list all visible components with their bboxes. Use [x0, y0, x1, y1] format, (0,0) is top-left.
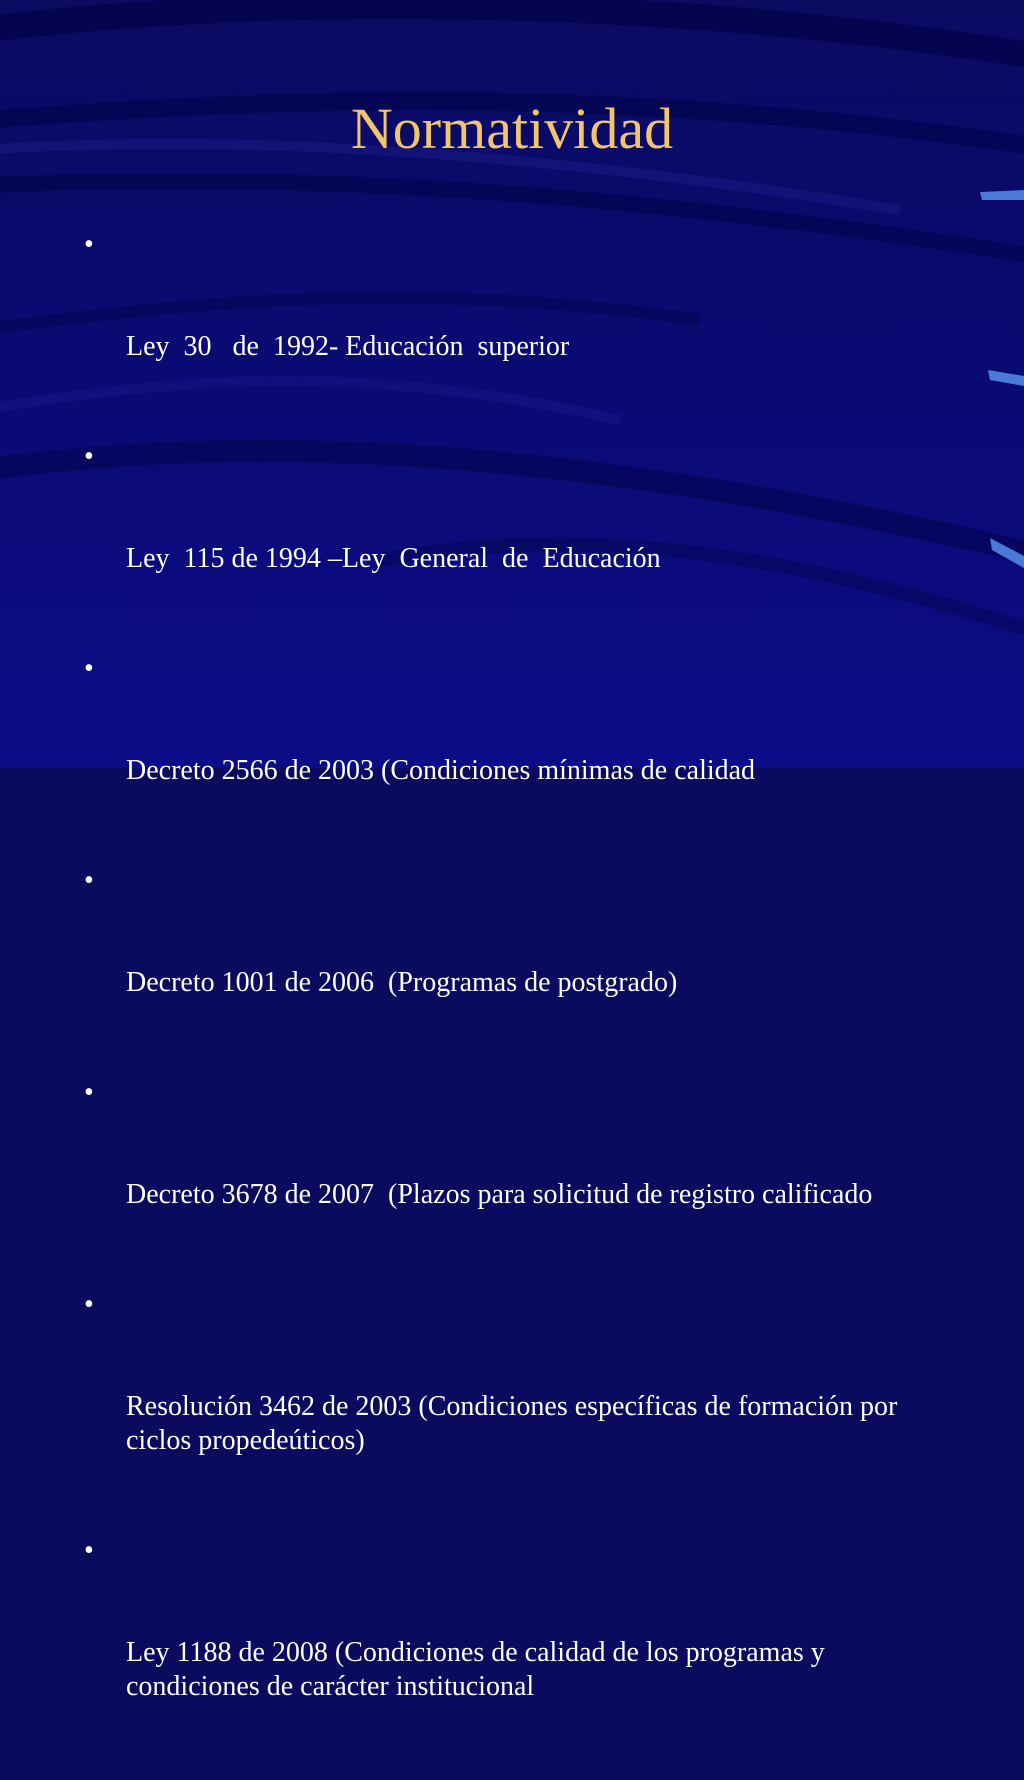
list-item-text: Decreto 3678 de 2007 (Plazos para solicitud de registro calificado	[126, 1179, 873, 1210]
list-item	[84, 864, 924, 1068]
list-item	[84, 228, 924, 432]
slide-title: Normatividad	[350, 96, 674, 161]
list-item	[84, 652, 924, 856]
list-item-text: Ley 115 de 1994 –Ley General de Educación	[126, 543, 661, 574]
accent-mark-2	[988, 370, 1024, 386]
list-item	[84, 1076, 924, 1280]
bullet-icon: •	[84, 229, 94, 260]
list-item-text: Decreto 2566 de 2003 (Condiciones mínimas de calidad	[126, 755, 756, 786]
list-item	[84, 1534, 924, 1772]
list-item	[84, 1288, 924, 1526]
list-item-text: Ley 30 de 1992- Educación superior	[126, 331, 570, 362]
bullet-icon: •	[84, 441, 94, 472]
bullet-icon: •	[84, 653, 94, 684]
accent-mark-1	[980, 190, 1024, 200]
bullet-icon: •	[84, 1077, 94, 1108]
list-item-text: Decreto 1001 de 2006 (Programas de postgrado)	[126, 967, 678, 998]
list-item-text: Ley 1188 de 2008 (Condiciones de calidad de los programas y condiciones de carácter institucional	[126, 1637, 832, 1702]
bullet-icon: •	[84, 1535, 94, 1566]
bullet-list	[84, 228, 924, 1780]
list-item-text: Resolución 3462 de 2003 (Condiciones específicas de formación por ciclos propedeúticos)	[126, 1391, 905, 1456]
list-item	[84, 440, 924, 644]
bullet-icon: •	[84, 865, 94, 896]
bullet-icon: •	[84, 1289, 94, 1320]
